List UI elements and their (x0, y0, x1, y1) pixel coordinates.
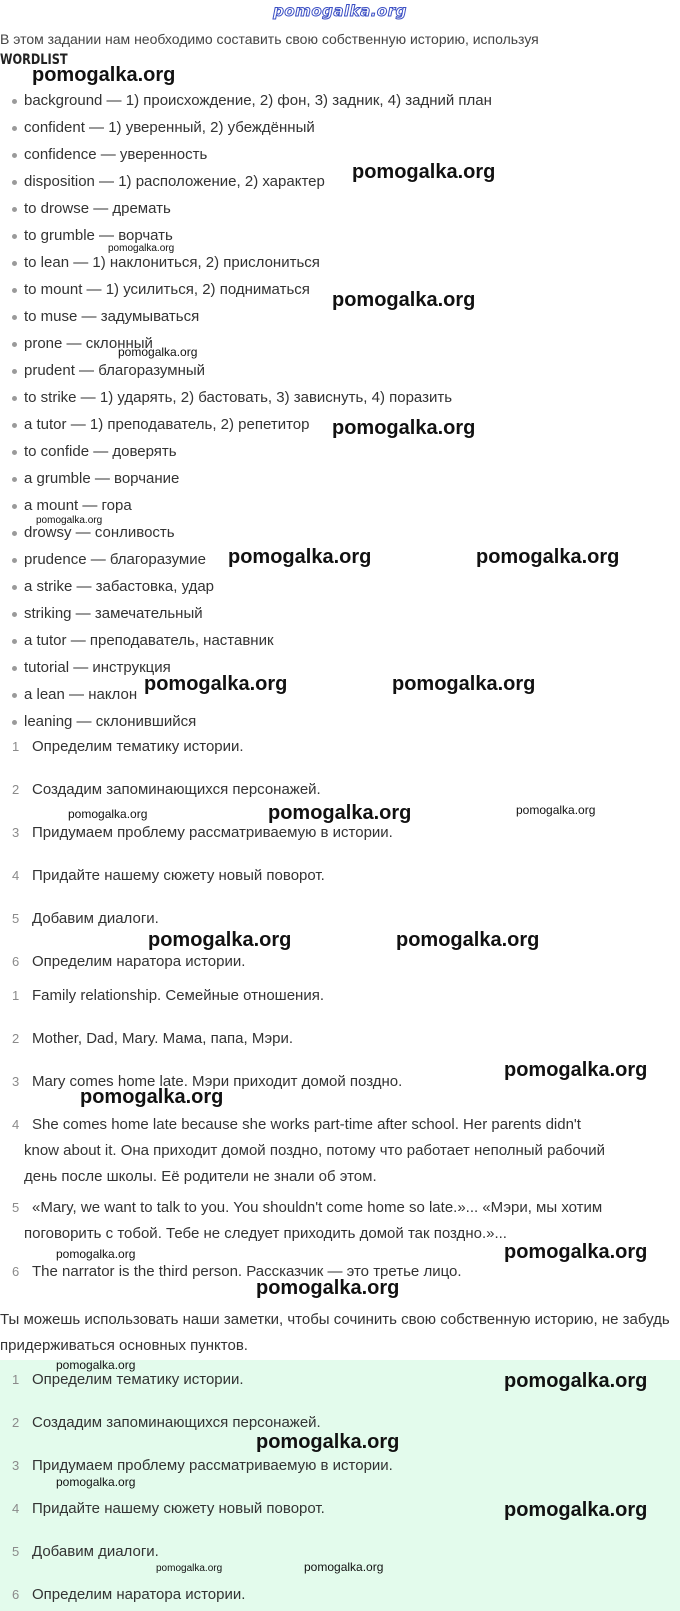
list-item: a strike — забастовка, удар (0, 573, 680, 600)
list-item: a grumble — ворчание (0, 465, 680, 492)
list-item: prudence — благоразумие (0, 546, 680, 573)
step-text: Добавим диалоги. (32, 910, 159, 927)
list-item: drowsy — сонливость (0, 519, 680, 546)
wordlist (0, 87, 680, 735)
answer-number: 4 (12, 1117, 20, 1132)
watermark: pomogalka.org (36, 515, 103, 526)
list-item: a tutor — преподаватель, наставник (0, 627, 680, 654)
step-text: Определим тематику истории. (32, 1371, 244, 1388)
step-number: 6 (12, 1587, 20, 1602)
answer-text: know about it. Она приходит домой поздно, потому что работает неполный рабочий (24, 1142, 605, 1159)
step-text: Определим наратора истории. (32, 1586, 246, 1603)
list-item: a lean — наклон (0, 681, 680, 708)
watermark: pomogalka.org (392, 673, 536, 695)
watermark: pomogalka.org (108, 243, 175, 254)
step-number: 2 (12, 782, 20, 797)
list-item: a mount — гора (0, 492, 680, 519)
intro-text: В этом задании нам необходимо составить свою собственную историю, используя (0, 31, 539, 47)
list-item: leaning — склонившийся (0, 708, 680, 735)
watermark: pomogalka.org (144, 673, 288, 695)
watermark: pomogalka.org (148, 929, 292, 951)
watermark: pomogalka.org (118, 345, 198, 359)
watermark: pomogalka.org (476, 546, 620, 568)
list-item: striking — замечательный (0, 600, 680, 627)
step-text: Придайте нашему сюжету новый поворот. (32, 1500, 325, 1517)
list-item: to confide — доверять (0, 438, 680, 465)
watermark: pomogalka.org (228, 546, 372, 568)
watermark: pomogalka.org (56, 1247, 136, 1261)
watermark: pomogalka.org (32, 64, 176, 86)
step-number: 1 (12, 1372, 20, 1387)
step-text: Добавим диалоги. (32, 1543, 159, 1560)
watermark: pomogalka.org (256, 1431, 400, 1453)
answer-text: Mary comes home late. Мэри приходит домой поздно. (32, 1073, 403, 1090)
watermark: pomogalka.org (304, 1560, 384, 1574)
list-item: disposition — 1) расположение, 2) характер (0, 168, 680, 195)
step-number: 3 (12, 825, 20, 840)
list-item: prone — склонный (0, 330, 680, 357)
watermark: pomogalka.org (256, 1277, 400, 1299)
list-item: to drowse — дремать (0, 195, 680, 222)
watermark: pomogalka.org (268, 802, 412, 824)
watermark: pomogalka.org (504, 1241, 648, 1263)
list-item: to mount — 1) усилиться, 2) подниматься (0, 276, 680, 303)
answer-number: 2 (12, 1031, 20, 1046)
list-item: tutorial — инструкция (0, 654, 680, 681)
step-number: 6 (12, 954, 20, 969)
step-number: 3 (12, 1458, 20, 1473)
step-number: 4 (12, 1501, 20, 1516)
answer-text: Mother, Dad, Mary. Мама, папа, Мэри. (32, 1030, 294, 1047)
watermark: pomogalka.org (68, 807, 148, 821)
step-text: Создадим запоминающихся персонажей. (32, 781, 321, 798)
list-item: prudent — благоразумный (0, 357, 680, 384)
watermark: pomogalka.org (504, 1499, 648, 1521)
list-item: confidence — уверенность (0, 141, 680, 168)
list-item: to grumble — ворчать (0, 222, 680, 249)
step-text: Придумаем проблему рассматриваемую в истории. (32, 1457, 393, 1474)
answer-number: 1 (12, 988, 20, 1003)
watermark: pomogalka.org (156, 1563, 223, 1574)
answer-text: день после школы. Её родители не знали об этом. (24, 1168, 377, 1185)
watermark: pomogalka.org (80, 1086, 224, 1108)
answer-number: 3 (12, 1074, 20, 1089)
list-item: to strike — 1) ударять, 2) бастовать, 3) зависнуть, 4) поразить (0, 384, 680, 411)
step-number: 4 (12, 868, 20, 883)
watermark: pomogalka.org (352, 161, 496, 183)
step-number: 1 (12, 739, 20, 754)
step-text: Создадим запоминающихся персонажей. (32, 1414, 321, 1431)
site-logo[interactable]: pomogalka.org (273, 2, 407, 20)
watermark: pomogalka.org (332, 289, 476, 311)
answer-text: Family relationship. Семейные отношения. (32, 987, 325, 1004)
answer-text: She comes home late because she works part-time after school. Her parents didn't (32, 1116, 581, 1133)
watermark: pomogalka.org (332, 417, 476, 439)
answer-text: The narrator is the third person. Рассказчик — это третье лицо. (32, 1263, 462, 1280)
answer-text: поговорить с тобой. Тебе не следует приходить домой так поздно.»... (24, 1225, 507, 1242)
list-item: background — 1) происхождение, 2) фон, 3) задник, 4) задний план (0, 87, 680, 114)
watermark: pomogalka.org (504, 1370, 648, 1392)
answer-number: 5 (12, 1200, 20, 1215)
watermark: pomogalka.org (396, 929, 540, 951)
step-text: Придумаем проблему рассматриваемую в истории. (32, 824, 393, 841)
answer-number: 6 (12, 1264, 20, 1279)
step-number: 2 (12, 1415, 20, 1430)
list-item: to lean — 1) наклониться, 2) прислониться (0, 249, 680, 276)
list-item: confident — 1) уверенный, 2) убеждённый (0, 114, 680, 141)
wordlist-heading: WORDLIST (0, 52, 68, 68)
step-text: Определим тематику истории. (32, 738, 244, 755)
step-text: Придайте нашему сюжету новый поворот. (32, 867, 325, 884)
step-number: 5 (12, 1544, 20, 1559)
watermark: pomogalka.org (504, 1059, 648, 1081)
watermark: pomogalka.org (56, 1475, 136, 1489)
watermark: pomogalka.org (56, 1358, 136, 1372)
answer-text: «Mary, we want to talk to you. You shouldn't come home so late.»... «Мэри, мы хотим (32, 1199, 603, 1216)
step-number: 5 (12, 911, 20, 926)
outro-text: Ты можешь использовать наши заметки, чтобы сочинить свою собственную историю, не забудь придерживаться основных пунктов. (0, 1311, 670, 1354)
list-item: to muse — задумываться (0, 303, 680, 330)
step-text: Определим наратора истории. (32, 953, 246, 970)
list-item: a tutor — 1) преподаватель, 2) репетитор (0, 411, 680, 438)
watermark: pomogalka.org (516, 803, 596, 817)
